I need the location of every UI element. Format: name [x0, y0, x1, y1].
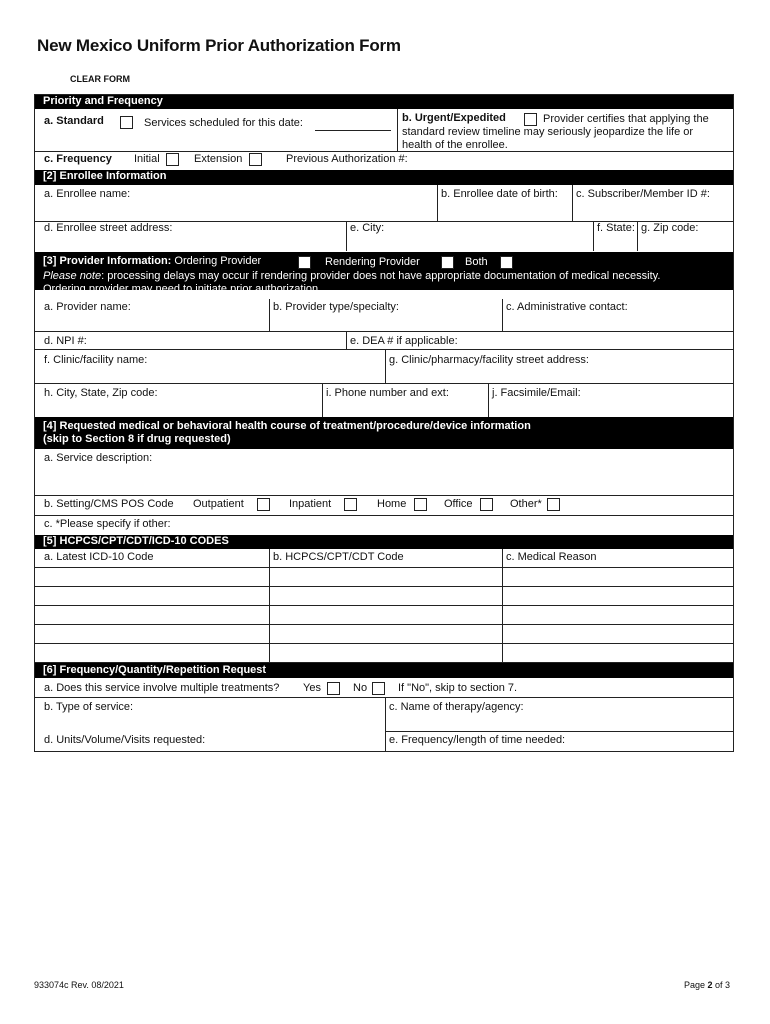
other-checkbox[interactable]: [547, 498, 560, 511]
provider-type-label: b. Provider type/specialty:: [273, 301, 399, 313]
state-label: f. State:: [597, 222, 635, 234]
services-date-input[interactable]: [315, 116, 391, 131]
inpatient-checkbox[interactable]: [344, 498, 357, 511]
extension-checkbox[interactable]: [249, 153, 262, 166]
initial-label: Initial: [134, 153, 160, 165]
multiple-treatments-label: a. Does this service involve multiple treatments?: [44, 682, 280, 694]
urgent-note-line-3: health of the enrollee.: [402, 139, 508, 151]
clear-form-button[interactable]: CLEAR FORM: [70, 74, 130, 84]
city-label: e. City:: [350, 222, 385, 234]
state-input[interactable]: [597, 236, 634, 250]
admin-contact-input[interactable]: [506, 315, 729, 329]
zip-input[interactable]: [641, 236, 729, 250]
service-description-label: a. Service description:: [44, 452, 153, 464]
priority-header: Priority and Frequency: [35, 95, 733, 109]
previous-auth-label: Previous Authorization #:: [286, 153, 408, 165]
both-checkbox[interactable]: [500, 256, 513, 269]
npi-input[interactable]: [95, 334, 341, 348]
urgent-note-line-1: Provider certifies that applying the: [543, 113, 709, 125]
note-text-1: : processing delays may occur if rendering provider does not have appropriate documentation of medical necessity.: [101, 270, 661, 282]
note-text-2: Ordering provider may need to initiate prior authorization.: [43, 283, 322, 295]
admin-contact-label: c. Administrative contact:: [506, 301, 628, 313]
home-label: Home: [377, 498, 407, 510]
fax-input[interactable]: [492, 401, 729, 415]
length-label: e. Frequency/length of time needed:: [389, 734, 566, 746]
no-checkbox[interactable]: [372, 682, 385, 695]
member-id-input[interactable]: [576, 202, 728, 219]
yes-checkbox[interactable]: [327, 682, 340, 695]
icd-column-header: a. Latest ICD-10 Code: [44, 551, 154, 563]
home-checkbox[interactable]: [414, 498, 427, 511]
ordering-checkbox[interactable]: [298, 256, 311, 269]
enrollee-name-input[interactable]: [44, 202, 432, 219]
skip-note: If "No", skip to section 7.: [398, 682, 518, 694]
extension-label: Extension: [194, 153, 243, 165]
hcpcs-column-header: b. HCPCS/CPT/CDT Code: [273, 551, 404, 563]
services-date-label: Services scheduled for this date:: [144, 117, 303, 129]
service-header: [35, 417, 733, 449]
dea-input[interactable]: [478, 334, 728, 348]
page-number: Page 2 of 3: [683, 980, 730, 990]
office-label: Office: [444, 498, 473, 510]
prior-authorization-form: [34, 94, 734, 752]
member-id-label: c. Subscriber/Member ID #:: [576, 188, 710, 200]
setting-label: b. Setting/CMS POS Code: [44, 498, 174, 510]
previous-auth-input[interactable]: [420, 153, 720, 167]
type-of-service-label: b. Type of service:: [44, 701, 134, 713]
enrollee-dob-label: b. Enrollee date of birth:: [441, 188, 558, 200]
urgent-note-line-2: standard review timeline may seriously jeopardize the life or: [402, 126, 694, 138]
zip-label: g. Zip code:: [641, 222, 699, 234]
ordering-label: Ordering Provider: [174, 255, 262, 267]
standard-label: a. Standard: [44, 115, 104, 127]
clinic-address-input[interactable]: [389, 367, 729, 381]
frequency-label: c. Frequency: [44, 153, 112, 165]
clinic-address-label: g. Clinic/pharmacy/facility street address:: [389, 354, 589, 366]
street-input[interactable]: [44, 236, 342, 250]
city-input[interactable]: [350, 236, 589, 250]
therapy-agency-input[interactable]: [389, 715, 729, 729]
service-header-line-2: (skip to Section 8 if drug requested): [43, 433, 231, 445]
codes-header: [5] HCPCS/CPT/CDT/ICD-10 CODES: [35, 535, 733, 549]
phone-input[interactable]: [326, 401, 484, 415]
specify-input[interactable]: [185, 518, 729, 532]
yes-label: Yes: [303, 682, 321, 694]
both-label: Both: [465, 256, 488, 268]
city-state-zip-input[interactable]: [44, 401, 318, 415]
service-description-input[interactable]: [44, 466, 728, 494]
specify-label: c. *Please specify if other:: [44, 518, 171, 530]
clinic-name-label: f. Clinic/facility name:: [44, 354, 148, 366]
city-state-zip-label: h. City, State, Zip code:: [44, 387, 158, 399]
dea-label: e. DEA # if applicable:: [350, 335, 458, 347]
therapy-agency-label: c. Name of therapy/agency:: [389, 701, 524, 713]
urgent-label: b. Urgent/Expedited: [402, 112, 506, 124]
outpatient-label: Outpatient: [193, 498, 244, 510]
phone-label: i. Phone number and ext:: [326, 387, 449, 399]
no-label: No: [353, 682, 368, 694]
clinic-name-input[interactable]: [44, 367, 380, 381]
provider-name-input[interactable]: [44, 315, 266, 329]
enrollee-name-label: a. Enrollee name:: [44, 188, 131, 200]
other-label: Other*: [510, 498, 542, 510]
outpatient-checkbox[interactable]: [257, 498, 270, 511]
enrollee-dob-input[interactable]: [441, 202, 569, 219]
frequency-request-header: [6] Frequency/Quantity/Repetition Request: [35, 663, 733, 678]
service-header-line-1: [4] Requested medical or behavioral health course of treatment/procedure/device information: [43, 420, 531, 432]
note-label: Please note: [43, 270, 102, 282]
rendering-label: Rendering Provider: [325, 256, 420, 268]
standard-checkbox[interactable]: [120, 116, 133, 129]
street-label: d. Enrollee street address:: [44, 222, 173, 234]
fax-label: j. Facsimile/Email:: [492, 387, 581, 399]
form-code: 933074c Rev. 08/2021: [34, 980, 124, 990]
type-of-service-input[interactable]: [44, 715, 380, 729]
page-title: New Mexico Uniform Prior Authorization Form: [37, 36, 401, 55]
office-checkbox[interactable]: [480, 498, 493, 511]
initial-checkbox[interactable]: [166, 153, 179, 166]
enrollee-header: [2] Enrollee Information: [35, 170, 733, 185]
units-label: d. Units/Volume/Visits requested:: [44, 734, 206, 746]
inpatient-label: Inpatient: [289, 498, 332, 510]
provider-type-input[interactable]: [273, 315, 498, 329]
rendering-checkbox[interactable]: [441, 256, 454, 269]
provider-name-label: a. Provider name:: [44, 301, 131, 313]
medical-reason-column-header: c. Medical Reason: [506, 551, 597, 563]
provider-header: [3] Provider Information:: [43, 255, 172, 267]
urgent-checkbox[interactable]: [524, 113, 537, 126]
npi-label: d. NPI #:: [44, 335, 87, 347]
